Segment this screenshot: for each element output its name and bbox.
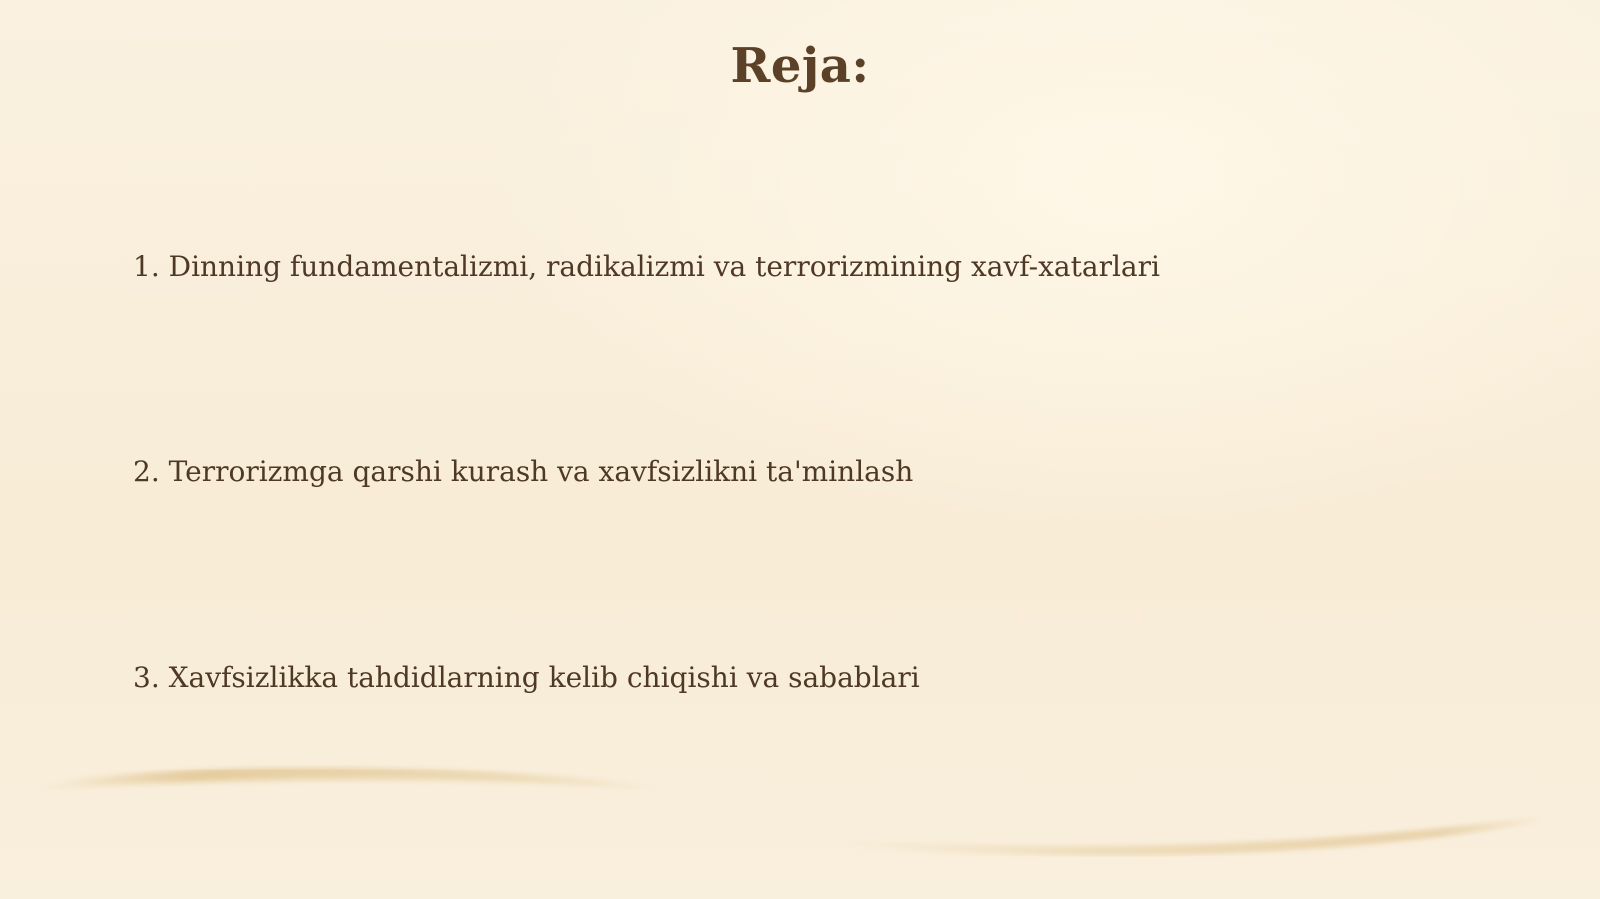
plan-item-3: 3. Xavfsizlikka tahdidlarning kelib chiqishi va sabablari: [133, 661, 920, 694]
plan-item-1: 1. Dinning fundamentalizmi, radikalizmi va terrorizmining xavf-xatarlari: [133, 250, 1160, 283]
plan-item-2: 2. Terrorizmga qarshi kurash va xavfsizlikni ta'minlash: [133, 455, 914, 488]
slide-title: Reja:: [730, 38, 870, 94]
